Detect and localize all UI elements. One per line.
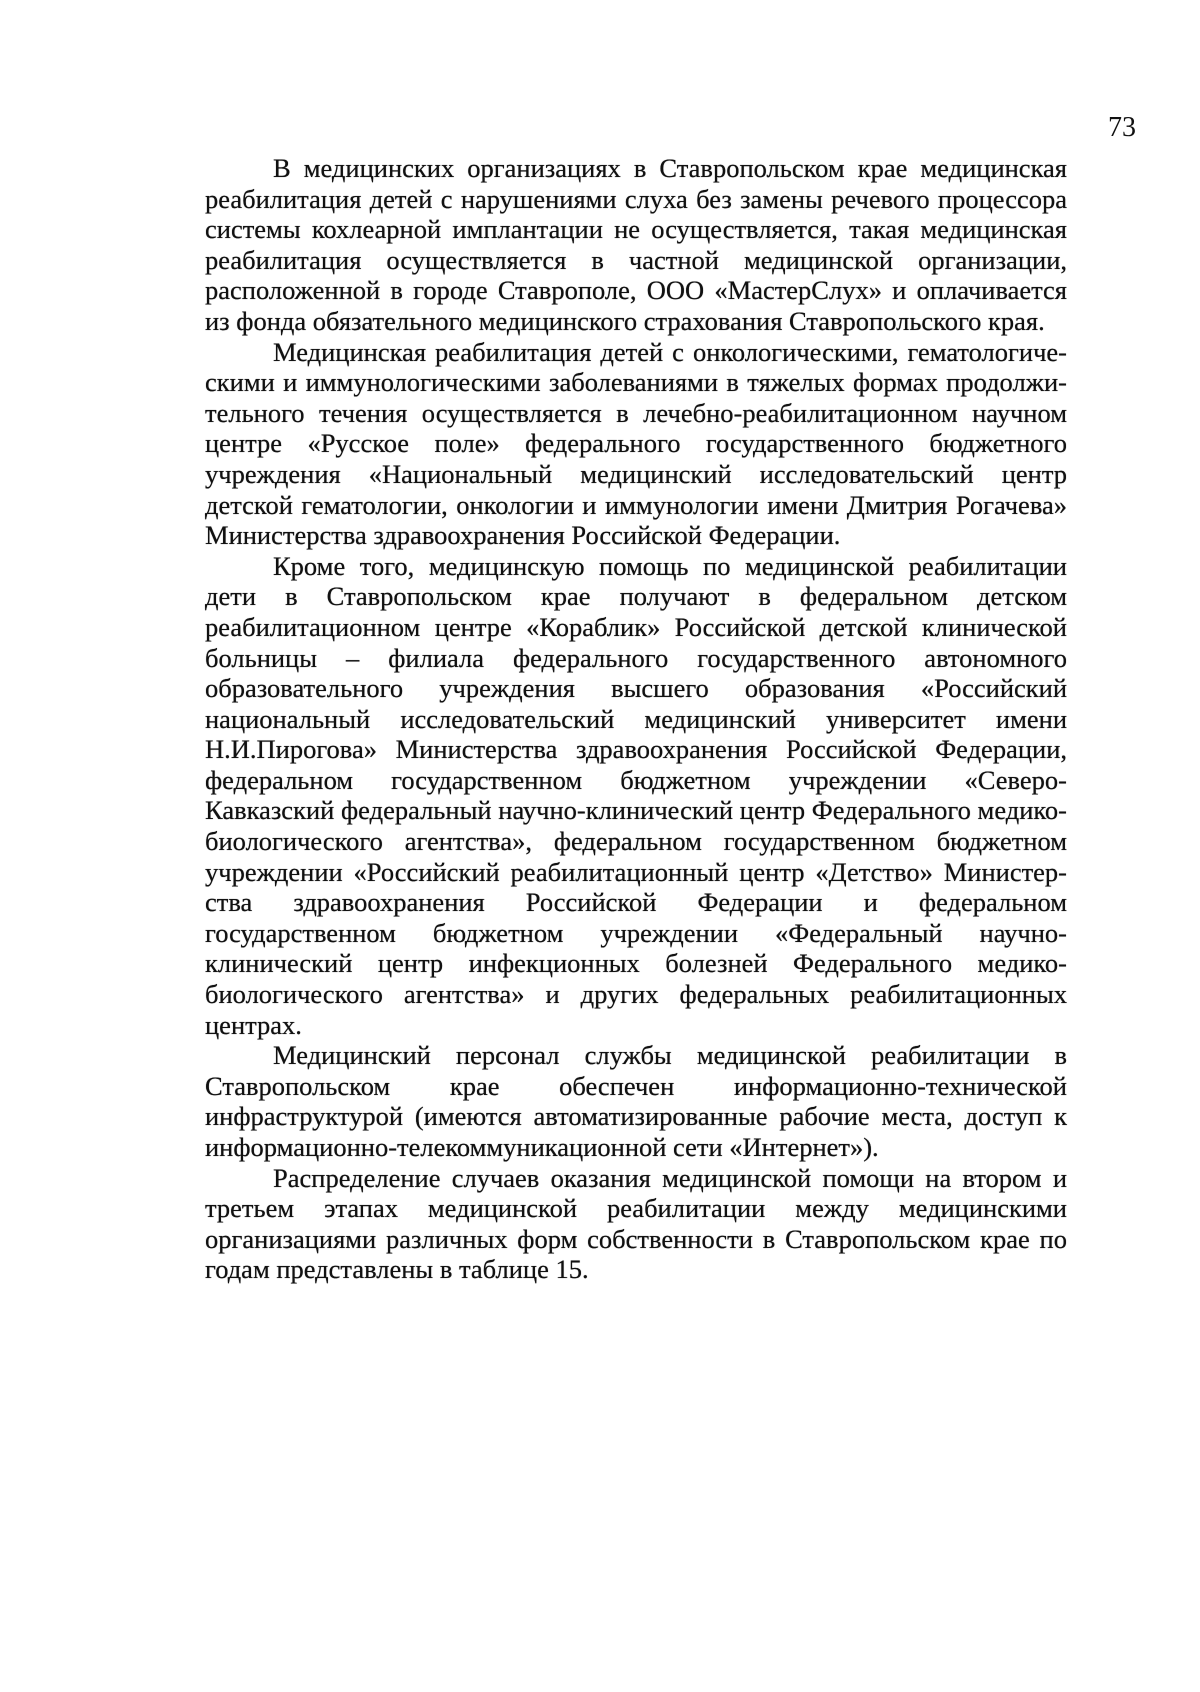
paragraph-federal-centers: Кроме того, медицинскую помощь по медицинской реабилитации дети в Ставропольском крае получают в федеральном детском реабилитационном центре «Кораблик» Российской детской клинической больницы – филиала федерального государственного автономного образовательного учреждения высшего образования «Российский национальный исследовательский медицинский университет имени Н.И.Пирогова» Министерства здравоохранения Российской Федерации, федеральном государственном бюджетном учреждении «Северо-Кавказский федеральный научно-клинический центр Федерального медико-биологического агентства», федеральном государственном бюджетном учреждении «Российский реабилитационный центр «Детство» Министерства здравоохранения Российской Федерации и федеральном государственном бюджетном учреждении «Федеральный научно-клинический центр инфекционных болезней Федерального медико-биологического агентства» и других федеральных реабилитационных центрах. [205,550,1067,1040]
document-body [205,153,1067,1285]
paragraph-oncology-rehabilitation: Медицинская реабилитация детей с онкологическими, гематологическими и иммунологическими заболеваниями в тяжелых формах продолжительного течения осуществляется в лечебно-реабилитационном научном центре «Русское поле» федерального государственного бюджетного учреждения «Национальный медицинский исследовательский центр детской гематологии, онкологии и иммунологии имени Дмитрия Рогачева» Министерства здравоохранения Российской Федерации. [205,336,1067,551]
paragraph-distribution-table-ref: Распределение случаев оказания медицинской помощи на втором и третьем этапах медицинской реабилитации между медицинскими организациями различных форм собственности в Ставропольском крае по годам представлены в таблице 15. [205,1162,1067,1285]
page-number: 73 [1108,112,1136,143]
paragraph-hearing-rehabilitation: В медицинских организациях в Ставропольском крае медицинская реабилитация детей с нарушениями слуха без замены речевого процессора системы кохлеарной имплантации не осуществляется, такая медицинская реабилитация осуществляется в частной медицинской организации, расположенной в городе Ставрополе, ООО «МастерСлух» и оплачивается из фонда обязательного медицинского страхования Ставропольского края. [205,153,1067,336]
paragraph-it-infrastructure: Медицинский персонал службы медицинской реабилитации в Ставропольском крае обеспечен информационно-технической инфраструктурой (имеются автоматизированные рабочие места, доступ к информационно-телекоммуникационной сети «Интернет»). [205,1040,1067,1162]
